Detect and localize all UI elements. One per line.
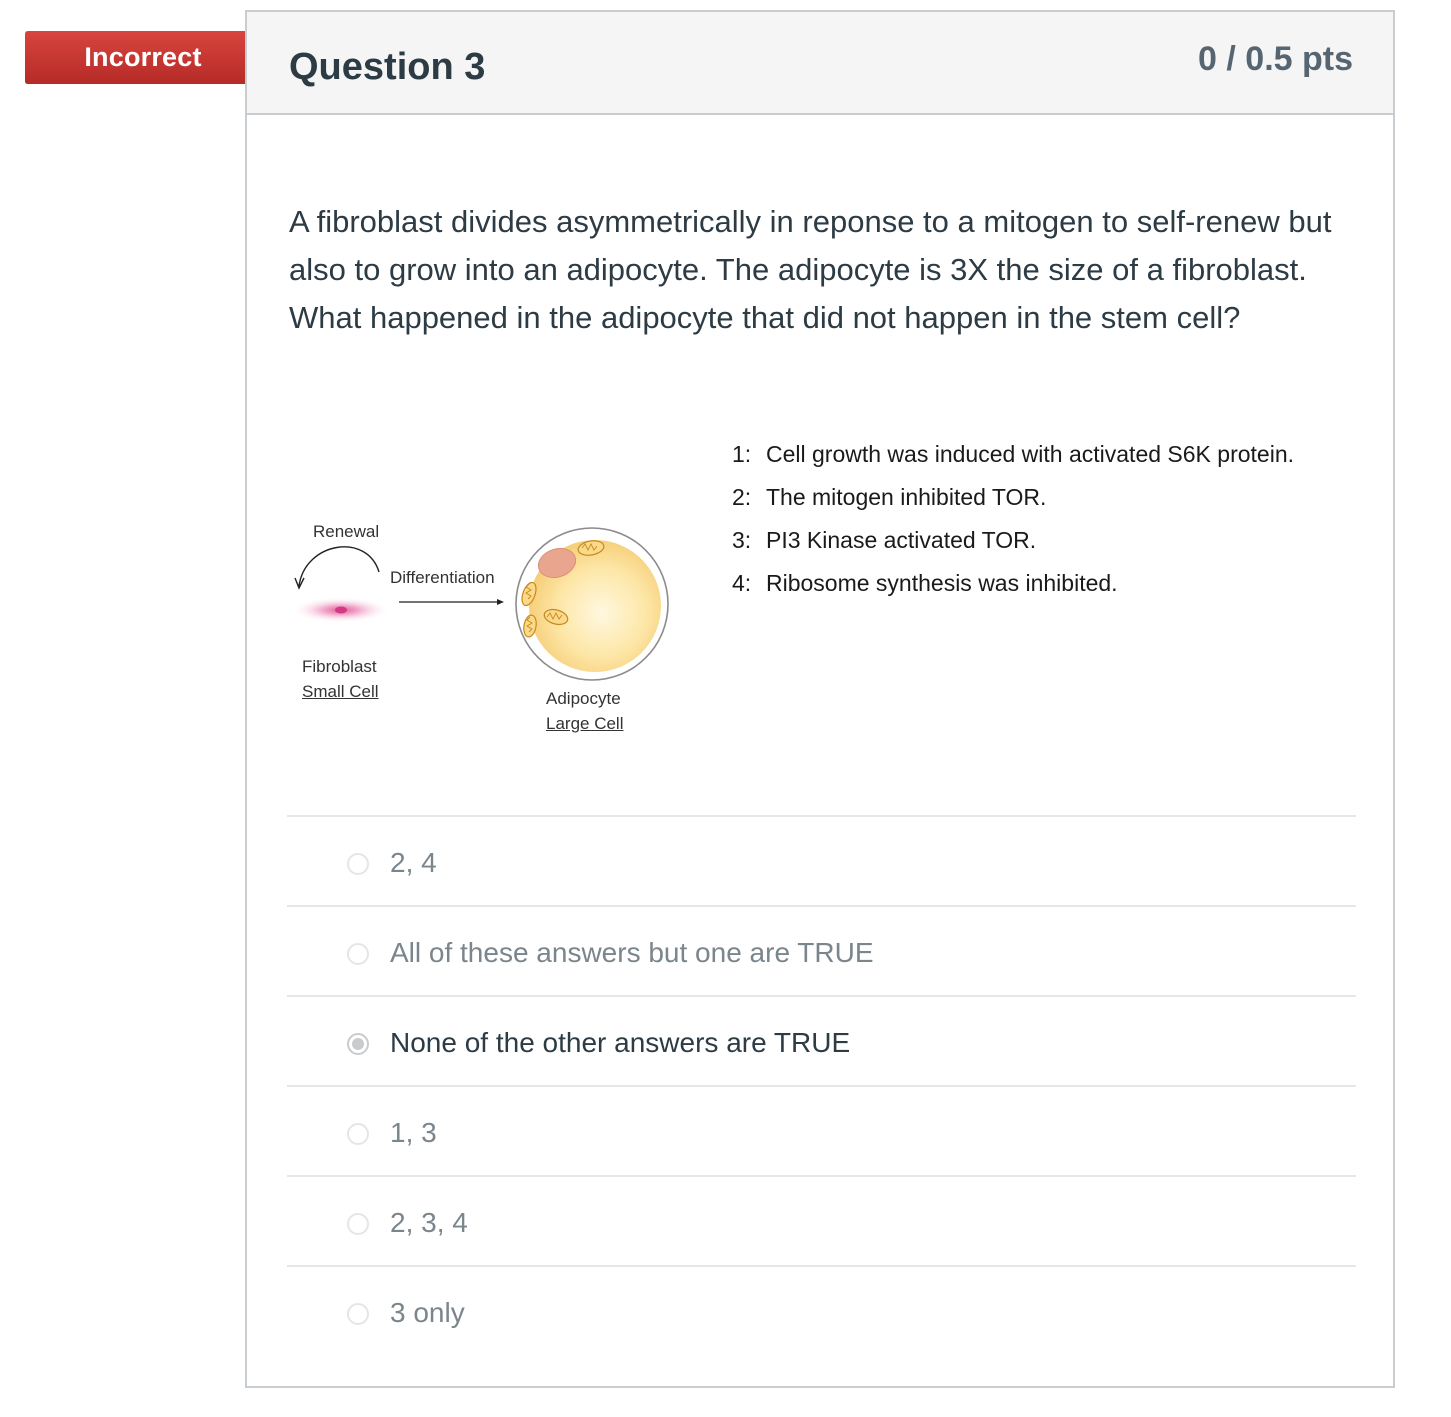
statement-text: PI3 Kinase activated TOR. bbox=[766, 527, 1037, 553]
radio-button[interactable] bbox=[347, 943, 369, 965]
statement-text: The mitogen inhibited TOR. bbox=[766, 484, 1047, 510]
statement-text: Cell growth was induced with activated S6K protein. bbox=[766, 441, 1295, 467]
radio-button[interactable] bbox=[347, 1123, 369, 1145]
renewal-arrow-icon bbox=[299, 547, 379, 586]
statement-item bbox=[732, 567, 1294, 610]
radio-button-selected[interactable] bbox=[347, 1033, 369, 1055]
answer-label: All of these answers but one are TRUE bbox=[390, 937, 874, 968]
radio-button[interactable] bbox=[347, 853, 369, 875]
renewal-label: Renewal bbox=[313, 522, 380, 541]
statement-item bbox=[732, 524, 1294, 567]
statement-number: 2: bbox=[732, 484, 752, 510]
adipocyte-size-label: Large Cell bbox=[546, 714, 624, 733]
radio-button[interactable] bbox=[347, 1213, 369, 1235]
question-title: Question 3 bbox=[289, 46, 486, 88]
adipocyte-label: Adipocyte bbox=[546, 689, 621, 708]
fibroblast-size-label: Small Cell bbox=[302, 682, 379, 701]
answer-option[interactable] bbox=[287, 1265, 1356, 1355]
status-label: Incorrect bbox=[84, 42, 202, 72]
statement-number: 3: bbox=[732, 527, 752, 553]
answer-option[interactable] bbox=[287, 905, 1356, 995]
fibroblast-label: Fibroblast bbox=[302, 657, 377, 676]
statement-item bbox=[732, 438, 1294, 481]
question-header bbox=[247, 12, 1393, 115]
answer-label: 3 only bbox=[390, 1297, 465, 1328]
answer-list bbox=[287, 815, 1356, 1355]
answer-label: 1, 3 bbox=[390, 1117, 437, 1148]
statement-list bbox=[732, 438, 1294, 610]
question-figure bbox=[289, 424, 1359, 754]
incorrect-ribbon bbox=[25, 31, 277, 84]
question-card bbox=[245, 10, 1395, 1388]
answer-label: None of the other answers are TRUE bbox=[390, 1027, 851, 1058]
answer-option[interactable] bbox=[287, 1175, 1356, 1265]
answer-label: 2, 4 bbox=[390, 847, 437, 878]
question-points: 0 / 0.5 pts bbox=[1198, 40, 1353, 78]
radio-button[interactable] bbox=[347, 1303, 369, 1325]
answer-option[interactable] bbox=[287, 1085, 1356, 1175]
statement-item bbox=[732, 481, 1294, 524]
answer-option-selected[interactable] bbox=[287, 995, 1356, 1085]
statement-number: 1: bbox=[732, 441, 752, 467]
question-text: A fibroblast divides asymmetrically in reponse to a mitogen to self-renew but also to grow into an adipocyte. The adipocyte is 3X the size of a fibroblast. What happened in the adipocyte that did not happen in the stem cell? bbox=[289, 204, 1332, 335]
answer-option[interactable] bbox=[287, 815, 1356, 905]
answer-label: 2, 3, 4 bbox=[390, 1207, 468, 1238]
differentiation-label: Differentiation bbox=[390, 568, 495, 587]
statement-text: Ribosome synthesis was inhibited. bbox=[766, 570, 1118, 596]
statement-number: 4: bbox=[732, 570, 752, 596]
